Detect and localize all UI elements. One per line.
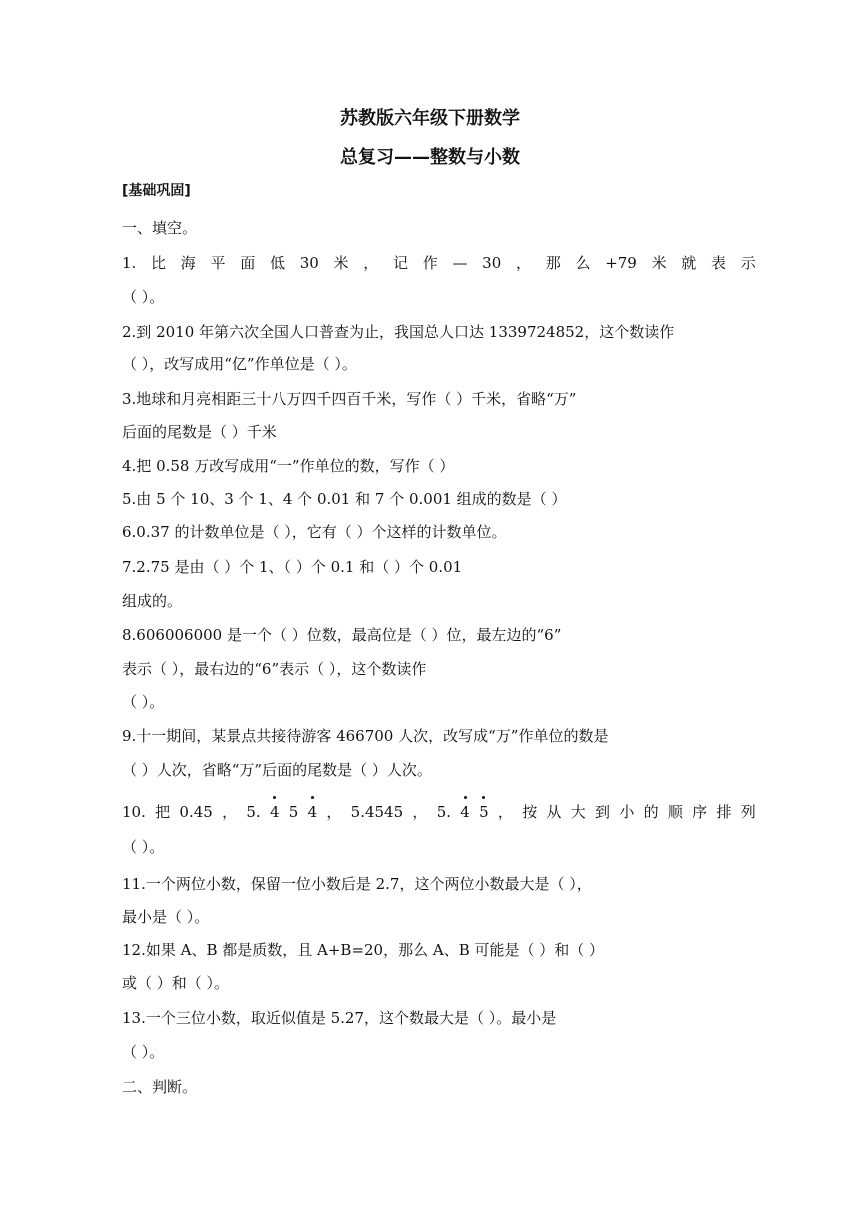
q3-line1: 3.地球和月亮相距三十八万四千四百千米，写作（ ）千米，省略“万” <box>122 390 577 408</box>
part-heading-true-false: 二、判断。 <box>122 1078 198 1096</box>
q11-line1: 11.一个两位小数，保留一位小数后是 2.7，这个两位小数最大是（ ）， <box>122 875 592 893</box>
q13-line2: （ ）。 <box>122 1043 165 1061</box>
recurring-digit: 4 <box>307 803 318 821</box>
document-subtitle: 总复习——整数与小数 <box>340 147 520 168</box>
section-label-basic: [基础巩固] <box>122 183 191 199</box>
q4-line1: 4.把 0.58 万改写成用“一”作单位的数，写作（ ） <box>122 457 455 475</box>
q7-line2: 组成的。 <box>122 592 183 610</box>
recurring-digit: 5 <box>479 803 489 821</box>
q12-line1: 12.如果 A、B 都是质数，且 A+B=20，那么 A、B 可能是（ ）和（ ） <box>122 941 605 959</box>
q9-line1: 9.十一期间，某景点共接待游客 466700 人次，改写成“万”作单位的数是 <box>122 727 609 745</box>
q6-line1: 6.0.37 的计数单位是（ ），它有（ ）个这样的计数单位。 <box>122 523 507 541</box>
recurring-digit: 4 <box>269 803 280 821</box>
q7-line1: 7.2.75 是由（ ）个 1、（ ）个 0.1 和（ ）个 0.01 <box>122 558 463 576</box>
q1-line1: 1. 比 海 平 面 低 30 米 ， 记 作 — 30 ， 那 么 +79 米 就 表 示 <box>122 254 756 272</box>
q13-line1: 13.一个三位小数，取近似值是 5.27，这个数最大是（ ）。最小是 <box>122 1009 557 1027</box>
q3-line2: 后面的尾数是（ ）千米 <box>122 423 277 441</box>
q8-line2: 表示（ ），最右边的“6”表示（ ），这个数读作 <box>122 660 427 678</box>
q11-line2: 最小是（ ）。 <box>122 908 210 926</box>
q9-line2: （ ）人次，省略“万”后面的尾数是（ ）人次。 <box>122 761 432 779</box>
q12-line2: 或（ ）和（ ）。 <box>122 974 230 992</box>
document-title: 苏教版六年级下册数学 <box>340 108 520 129</box>
q2-line2: （ ），改写成用“亿”作单位是（ ）。 <box>122 355 357 373</box>
part-heading-fill-in: 一、填空。 <box>122 219 198 237</box>
q8-line1: 8.606006000 是一个（ ）位数，最高位是（ ）位，最左边的“6” <box>122 626 562 644</box>
recurring-digit: 4 <box>460 803 470 821</box>
q10-line2: （ ）。 <box>122 838 165 856</box>
q2-line1: 2.到 2010 年第六次全国人口普查为止，我国总人口达 1339724852，这个数读作 <box>122 323 675 341</box>
q8-line3: （ ）。 <box>122 693 165 711</box>
q10-line1: 10. 把 0.45 ， 5. 4 5 4 ， 5.4545 ， 5. 4 5 ， 按 从 大 到 小 的 顺 序 排 列 <box>122 803 756 821</box>
q1-line2: （ ）。 <box>122 288 165 306</box>
q5-line1: 5.由 5 个 10、3 个 1、4 个 0.01 和 7 个 0.001 组成的数是（ ） <box>122 490 567 508</box>
